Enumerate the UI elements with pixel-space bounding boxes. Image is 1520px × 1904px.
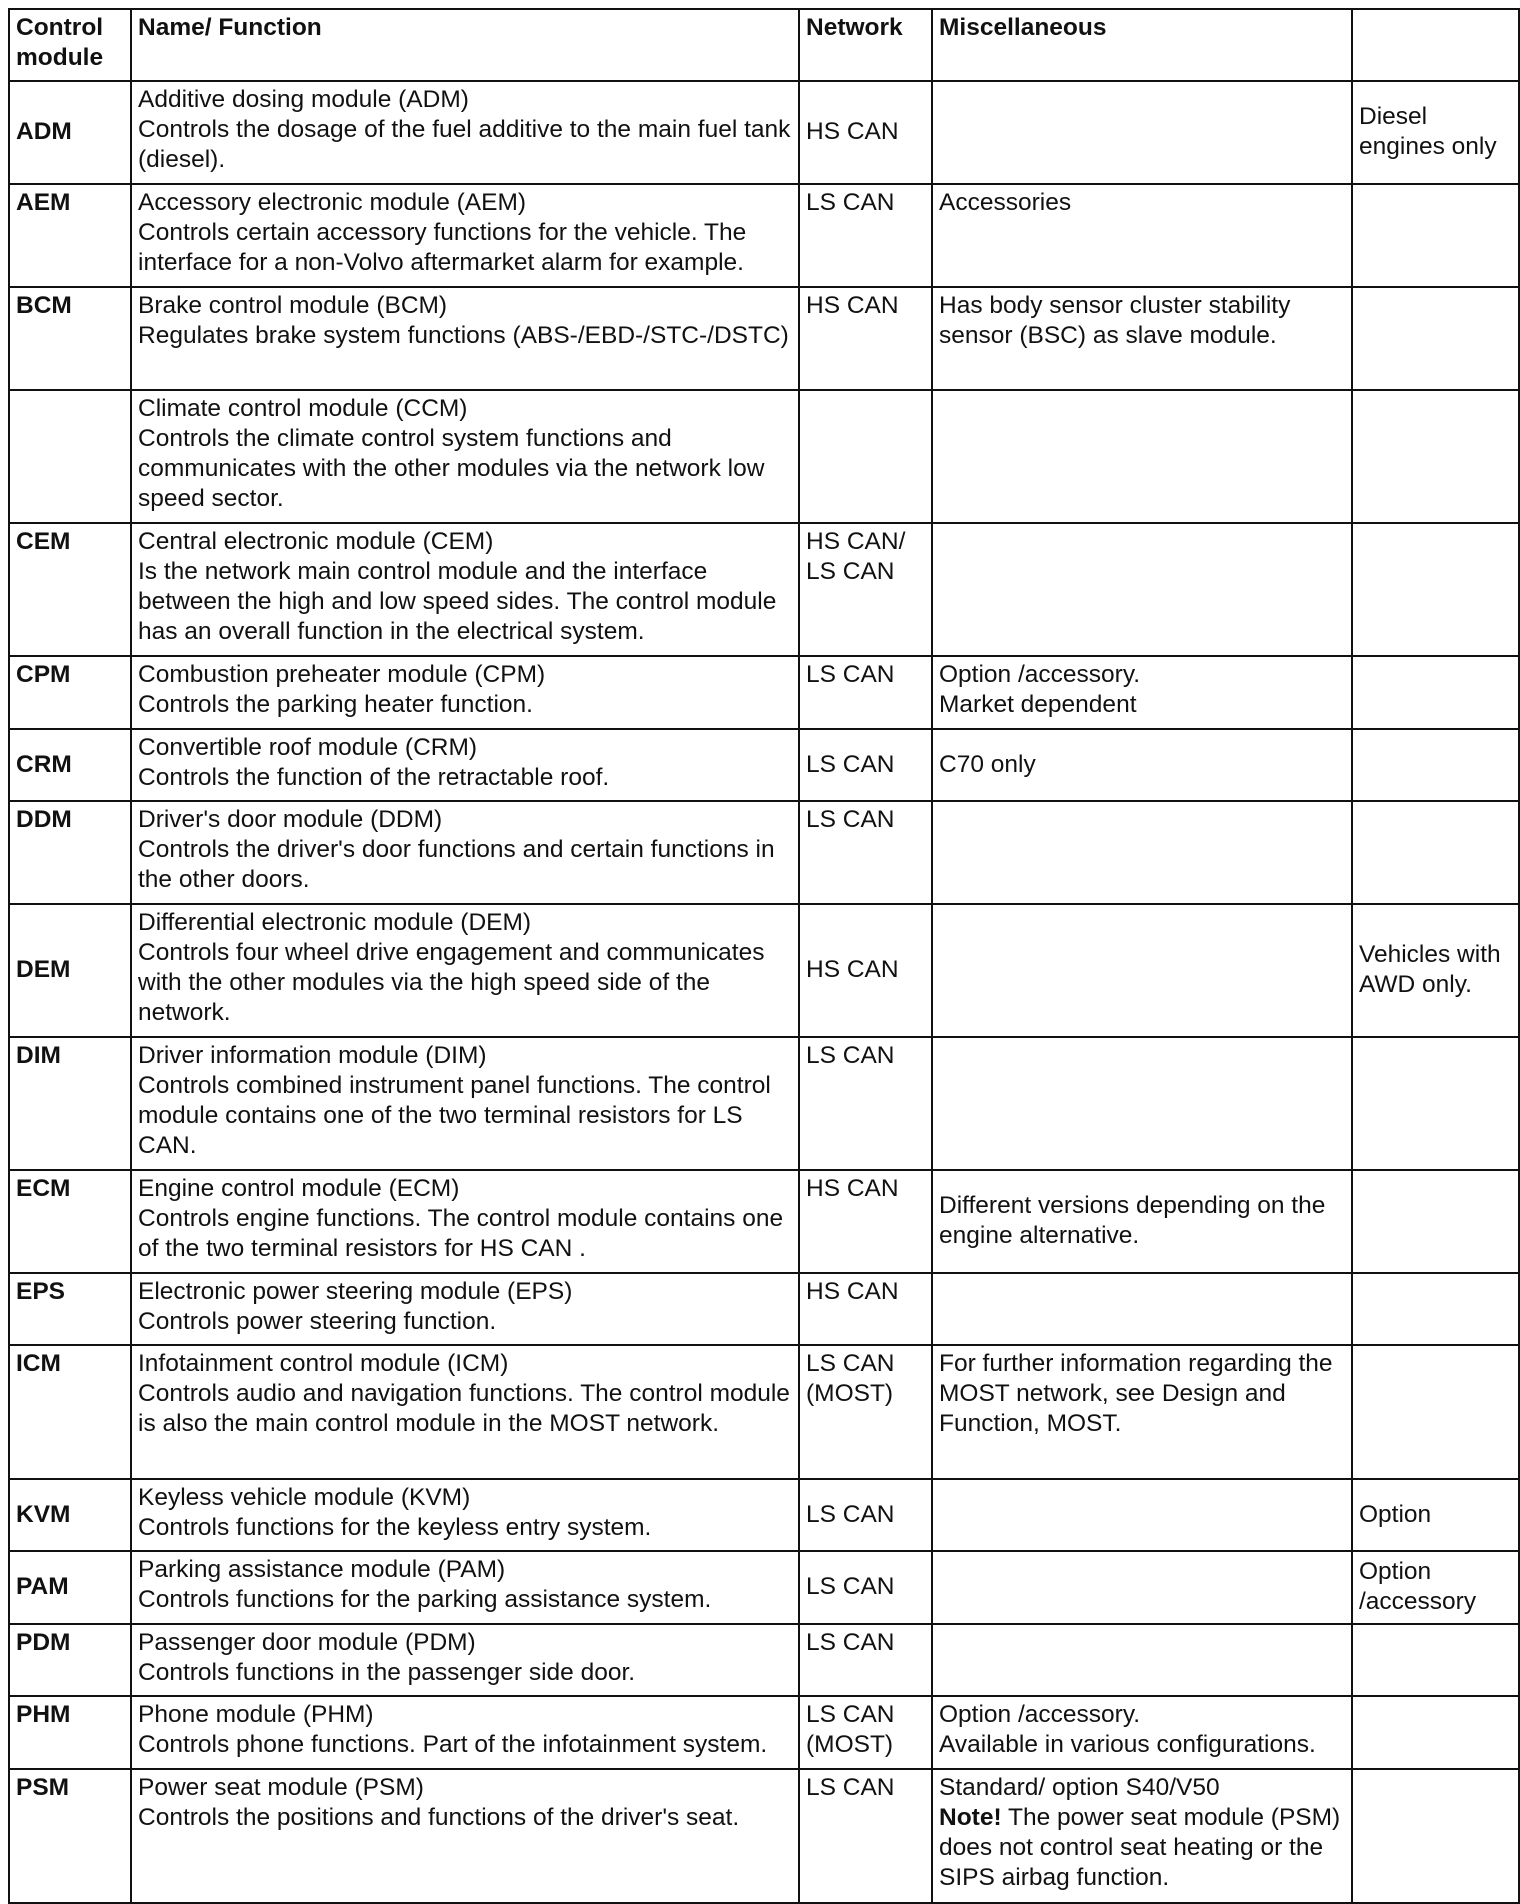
module-name: Keyless vehicle module (KVM) (138, 1484, 471, 1511)
module-network: LS CAN (799, 1551, 932, 1624)
module-extra (1352, 1170, 1519, 1273)
module-extra (1352, 390, 1519, 523)
table-row (9, 1479, 1519, 1551)
module-name-function (131, 729, 799, 801)
module-code: DEM (9, 904, 131, 1037)
module-network: LS CAN (799, 1624, 932, 1696)
module-misc-line: Market dependent (939, 691, 1137, 718)
module-code: KVM (9, 1479, 131, 1551)
note-text: The power seat module (PSM) does not control seat heating or the SIPS airbag function. (939, 1804, 1341, 1891)
table-row (9, 1037, 1519, 1170)
module-name-function (131, 656, 799, 729)
module-code: ICM (9, 1345, 131, 1479)
module-code: EPS (9, 1273, 131, 1345)
module-extra (1352, 1769, 1519, 1903)
module-code: AEM (9, 184, 131, 287)
module-misc (932, 1037, 1352, 1170)
module-misc (932, 81, 1352, 184)
module-function: Controls the function of the retractable roof. (138, 764, 610, 791)
module-name: Accessory electronic module (AEM) (138, 189, 527, 216)
module-name-function (131, 523, 799, 656)
module-code: PDM (9, 1624, 131, 1696)
module-function: Is the network main control module and the interface between the high and low speed sides. The control module has an overall function in the electrical system. (138, 558, 777, 645)
module-network: LS CAN (799, 1479, 932, 1551)
module-misc (932, 1624, 1352, 1696)
table-row (9, 1696, 1519, 1769)
module-function: Controls functions for the keyless entry system. (138, 1514, 652, 1541)
module-network: HS CAN (799, 904, 932, 1037)
module-network: HS CAN (799, 81, 932, 184)
module-name: Engine control module (ECM) (138, 1175, 460, 1202)
module-name-function (131, 904, 799, 1037)
module-name: Infotainment control module (ICM) (138, 1350, 509, 1377)
module-name-function (131, 1345, 799, 1479)
module-network: LS CAN (799, 1769, 932, 1903)
table-row (9, 184, 1519, 287)
module-function: Regulates brake system functions (ABS-/EBD-/STC-/DSTC) (138, 322, 789, 349)
module-name-function (131, 390, 799, 523)
module-extra: Diesel engines only (1352, 81, 1519, 184)
module-name: Phone module (PHM) (138, 1701, 374, 1728)
module-misc-line: Available in various configurations. (939, 1731, 1316, 1758)
module-name: Driver's door module (DDM) (138, 806, 443, 833)
table-row (9, 1273, 1519, 1345)
module-network: LS CAN (799, 729, 932, 801)
module-misc: Accessories (932, 184, 1352, 287)
table-row (9, 81, 1519, 184)
module-misc (932, 656, 1352, 729)
header-network: Network (799, 9, 932, 81)
module-name: Additive dosing module (ADM) (138, 86, 469, 113)
module-name-function (131, 1624, 799, 1696)
module-network: LS CAN (799, 1037, 932, 1170)
module-extra: Option /accessory (1352, 1551, 1519, 1624)
module-name-function (131, 1170, 799, 1273)
module-function: Controls the parking heater function. (138, 691, 533, 718)
module-misc (932, 1696, 1352, 1769)
module-misc (932, 1551, 1352, 1624)
module-code: CEM (9, 523, 131, 656)
module-name-function (131, 801, 799, 904)
module-code: BCM (9, 287, 131, 390)
module-name-function (131, 1273, 799, 1345)
table-row (9, 390, 1519, 523)
module-network: LS CAN (MOST) (799, 1696, 932, 1769)
table-row (9, 1170, 1519, 1273)
module-code: PSM (9, 1769, 131, 1903)
module-extra (1352, 656, 1519, 729)
module-code: PHM (9, 1696, 131, 1769)
module-name-function (131, 1551, 799, 1624)
module-misc (932, 523, 1352, 656)
module-network: LS CAN (799, 184, 932, 287)
module-misc (932, 904, 1352, 1037)
module-name: Power seat module (PSM) (138, 1774, 424, 1801)
table-row (9, 656, 1519, 729)
module-network: LS CAN (MOST) (799, 1345, 932, 1479)
module-function: Controls power steering function. (138, 1308, 497, 1335)
module-extra (1352, 523, 1519, 656)
header-miscellaneous: Miscellaneous (932, 9, 1352, 81)
module-name: Central electronic module (CEM) (138, 528, 494, 555)
module-function: Controls the dosage of the fuel additive to the main fuel tank (diesel). (138, 116, 791, 173)
module-function: Controls functions in the passenger side door. (138, 1659, 636, 1686)
table-row (9, 1345, 1519, 1479)
module-name: Driver information module (DIM) (138, 1042, 487, 1069)
module-misc: Different versions depending on the engine alternative. (932, 1170, 1352, 1273)
module-name: Passenger door module (PDM) (138, 1629, 476, 1656)
module-misc-line: Standard/ option S40/V50 (939, 1774, 1220, 1801)
module-function: Controls certain accessory functions for the vehicle. The interface for a non-Volvo aftermarket alarm for example. (138, 219, 747, 276)
module-code: ECM (9, 1170, 131, 1273)
header-name-function: Name/ Function (131, 9, 799, 81)
module-name: Combustion preheater module (CPM) (138, 661, 546, 688)
module-name-function (131, 287, 799, 390)
table-row (9, 729, 1519, 801)
module-misc: Has body sensor cluster stability sensor (BSC) as slave module. (932, 287, 1352, 390)
table-row (9, 1624, 1519, 1696)
module-name-function (131, 184, 799, 287)
module-name: Climate control module (CCM) (138, 395, 468, 422)
module-extra: Vehicles with AWD only. (1352, 904, 1519, 1037)
module-extra (1352, 801, 1519, 904)
module-network: HS CAN (799, 1170, 932, 1273)
module-network: LS CAN (799, 801, 932, 904)
module-code: CRM (9, 729, 131, 801)
module-network: HS CAN (799, 1273, 932, 1345)
module-name: Parking assistance module (PAM) (138, 1556, 506, 1583)
module-code: PAM (9, 1551, 131, 1624)
module-code (9, 390, 131, 523)
module-misc-line: Option /accessory. (939, 1701, 1141, 1728)
header-control-module: Control module (9, 9, 131, 81)
module-extra (1352, 1037, 1519, 1170)
module-extra (1352, 287, 1519, 390)
module-code: DIM (9, 1037, 131, 1170)
module-extra (1352, 1696, 1519, 1769)
module-function: Controls audio and navigation functions. The control module is also the main control module in the MOST network. (138, 1380, 790, 1437)
module-extra (1352, 1273, 1519, 1345)
module-function: Controls the positions and functions of the driver's seat. (138, 1804, 740, 1831)
module-name-function (131, 81, 799, 184)
module-misc (932, 1769, 1352, 1903)
module-network: LS CAN (799, 656, 932, 729)
table-row (9, 287, 1519, 390)
module-name: Brake control module (BCM) (138, 292, 448, 319)
table-row (9, 1551, 1519, 1624)
table-row (9, 1769, 1519, 1903)
module-code: DDM (9, 801, 131, 904)
module-name: Electronic power steering module (EPS) (138, 1278, 573, 1305)
control-module-table (8, 8, 1520, 1904)
module-misc (932, 1479, 1352, 1551)
module-misc (932, 801, 1352, 904)
module-code: ADM (9, 81, 131, 184)
module-function: Controls combined instrument panel functions. The control module contains one of the two terminal resistors for LS CAN. (138, 1072, 771, 1159)
module-extra (1352, 729, 1519, 801)
module-name: Convertible roof module (CRM) (138, 734, 478, 761)
module-function: Controls the climate control system functions and communicates with the other modules via the network low speed sector. (138, 425, 765, 512)
module-misc-line: Option /accessory. (939, 661, 1141, 688)
module-misc: C70 only (932, 729, 1352, 801)
module-misc: For further information regarding the MOST network, see Design and Function, MOST. (932, 1345, 1352, 1479)
module-name-function (131, 1037, 799, 1170)
module-function: Controls four wheel drive engagement and communicates with the other modules via the high speed side of the network. (138, 939, 765, 1026)
module-extra (1352, 1345, 1519, 1479)
module-misc (932, 390, 1352, 523)
header-extra (1352, 9, 1519, 81)
module-code: CPM (9, 656, 131, 729)
module-function: Controls phone functions. Part of the infotainment system. (138, 1731, 768, 1758)
module-extra (1352, 1624, 1519, 1696)
module-extra (1352, 184, 1519, 287)
module-function: Controls engine functions. The control module contains one of the two terminal resistors for HS CAN . (138, 1205, 784, 1262)
module-network: HS CAN/ LS CAN (799, 523, 932, 656)
module-extra: Option (1352, 1479, 1519, 1551)
table-row (9, 801, 1519, 904)
module-function: Controls functions for the parking assistance system. (138, 1586, 712, 1613)
note-label: Note! (939, 1804, 1002, 1831)
module-name: Differential electronic module (DEM) (138, 909, 532, 936)
module-name-function (131, 1769, 799, 1903)
module-function: Controls the driver's door functions and certain functions in the other doors. (138, 836, 775, 893)
table-row (9, 904, 1519, 1037)
module-network: HS CAN (799, 287, 932, 390)
module-network (799, 390, 932, 523)
module-name-function (131, 1696, 799, 1769)
module-name-function (131, 1479, 799, 1551)
note-block (939, 1804, 1340, 1891)
module-misc (932, 1273, 1352, 1345)
table-row (9, 523, 1519, 656)
table-header-row (9, 9, 1519, 81)
